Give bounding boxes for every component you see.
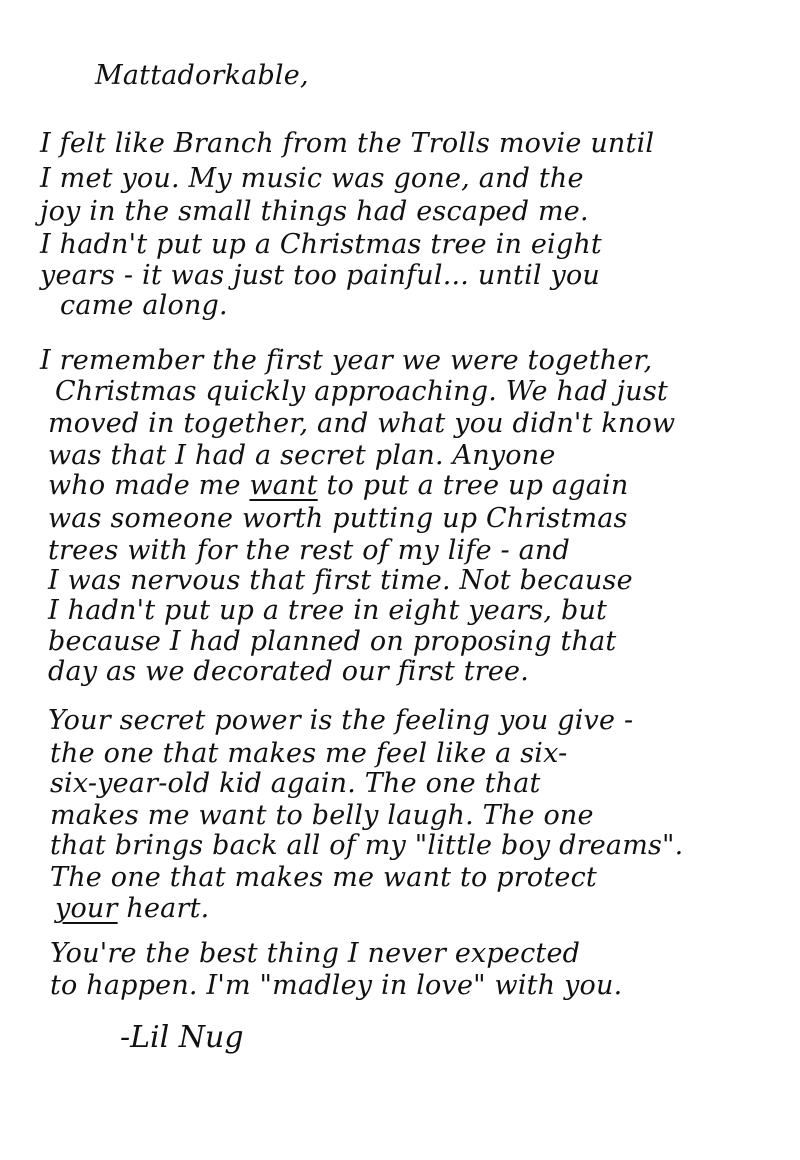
letter-line: I hadn't put up a Christmas tree in eight [40,229,602,260]
underlined-word: want [249,470,318,501]
letter-line: came along. [60,290,228,321]
letter-line: day as we decorated our first tree. [48,656,530,687]
letter-line: because I had planned on proposing that [48,626,617,657]
letter-line: I hadn't put up a tree in eight years, but [48,595,608,626]
salutation: Mattadorkable, [95,60,309,91]
letter-text: who made me [48,470,250,501]
letter-line: was that I had a secret plan. Anyone [48,440,556,471]
letter-text: to put a tree up again [317,470,629,501]
signature: -Lil Nug [120,1020,244,1055]
letter-line: six-year-old kid again. The one that [50,768,541,799]
letter-line: I felt like Branch from the Trolls movie until [40,128,655,159]
letter-line: moved in together, and what you didn't know [48,408,676,439]
letter-line: I was nervous that first time. Not because [48,565,633,596]
letter-line: The one that makes me want to protect [50,862,597,893]
letter-line [55,893,209,925]
letter-line: I met you. My music was gone, and the [40,163,584,194]
letter-line: I remember the first year we were together, [40,345,653,376]
letter-line: that brings back all of my "little boy dreams". [50,830,684,861]
letter-line: years - it was just too painful... until you [40,260,601,291]
letter-line: joy in the small things had escaped me. [40,196,589,227]
underlined-word: your [55,893,118,924]
letter-line [48,470,628,502]
letter-line: You're the best thing I never expected [50,938,581,969]
letter-line: trees with for the rest of my life - and [48,535,571,566]
letter-line: makes me want to belly laugh. The one [50,800,594,831]
letter-line: Christmas quickly approaching. We had just [55,376,668,407]
letter-line: Your secret power is the feeling you give - [48,705,634,736]
letter-line: the one that makes me feel like a six- [50,738,568,769]
letter-line: to happen. I'm "madley in love" with you. [50,970,623,1001]
letter-text: heart. [117,893,210,924]
letter-line: was someone worth putting up Christmas [48,503,628,534]
